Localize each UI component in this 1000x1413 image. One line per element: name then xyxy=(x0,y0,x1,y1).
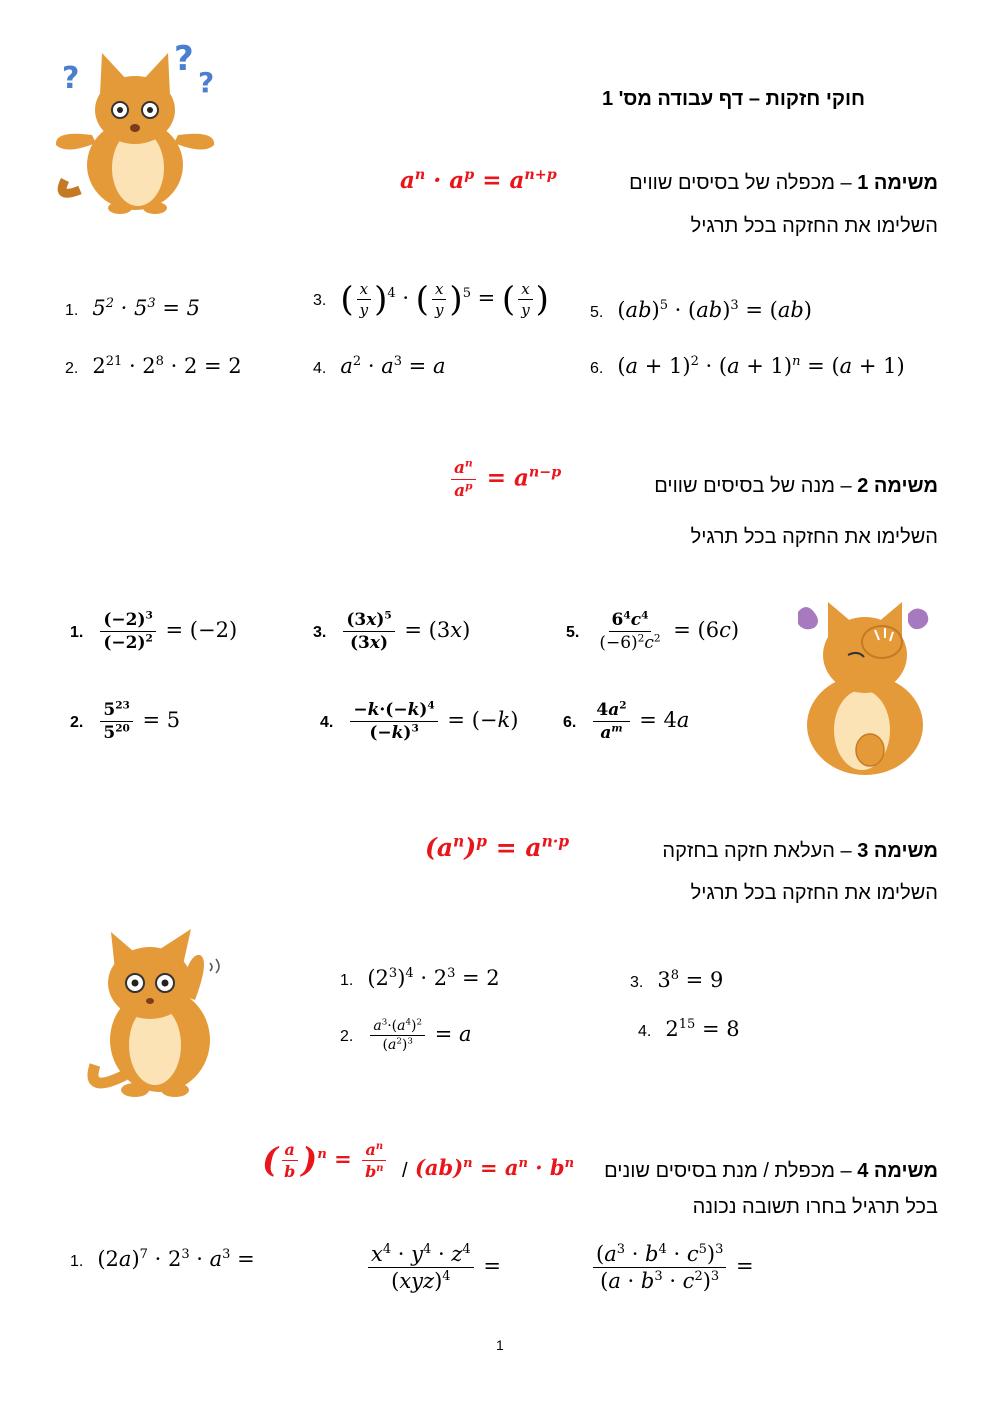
task1-exercise-5: 5. (ab)$^5$ · (ab)$^3$ = (ab) xyxy=(590,297,812,322)
task4-separator: / xyxy=(402,1160,408,1182)
svg-text:?: ? xyxy=(198,66,215,99)
exercise-number: 1. xyxy=(70,624,84,641)
task4-instruction: בכל תרגיל בחרו תשובה נכונה xyxy=(692,1196,938,1218)
exercise-number: 1. xyxy=(70,1253,84,1270)
task4-desc: – מכפלת / מנת בסיסים שונים xyxy=(604,1160,858,1182)
task4-rule-quotient: ( $\frac{a}{b}$ )$^n$ = $\frac{a^n}{b^n}$ xyxy=(262,1140,389,1181)
task4-rule-product: $(ab)^n = a^n \cdot b^n$ xyxy=(415,1155,575,1180)
task3-desc: – העלאת חזקה בחזקה xyxy=(662,840,858,862)
svg-text:?: ? xyxy=(62,61,80,96)
task4-exercise-3: $\frac{(a^3 \cdot b^4 \cdot c^5)^3}{(a \cdot b^3 \cdot c^2)^3}$ = xyxy=(590,1242,754,1293)
exercise-number: 2. xyxy=(70,714,84,731)
page-title: חוקי חזקות – דף עבודה מס' 1 xyxy=(601,88,865,110)
exercise-number: 3. xyxy=(313,292,327,309)
task3-exercise-2: 2. $\frac{a^3\cdot(a^4)^2}{(a^2)^3}$ = a xyxy=(340,1017,472,1053)
task3-heading xyxy=(662,840,938,863)
exercise-number: 2. xyxy=(340,1028,354,1045)
task3-exercise-3: 3. $3^8 = 9$ xyxy=(630,967,724,992)
task1-exercise-4: 4. $a^2 \cdot a^3 = a$ xyxy=(313,353,446,378)
task2-rule: $\frac{a^n}{a^p}$ = $a^{n-p}$ xyxy=(448,458,561,501)
task1-desc: – מכפלה של בסיסים שווים xyxy=(629,172,858,194)
task2-exercise-5: 5. $\frac{6^4c^4}{(-6)^2c^2}$ = (6c) xyxy=(566,609,740,653)
svg-text:?: ? xyxy=(174,40,194,79)
exercise-number: 3. xyxy=(313,624,327,641)
task2-heading xyxy=(654,475,938,498)
task2-exercise-1: 1. $\frac{(-2)^3}{(-2)^2}$ = (−2) xyxy=(70,609,238,653)
exercise-number: 2. xyxy=(65,360,79,377)
task3-exercise-4: 4. $2^{15} = 8$ xyxy=(638,1016,740,1041)
exercise-number: 6. xyxy=(590,360,604,377)
task4-label: משימה 4 xyxy=(857,1160,938,1182)
facepalm-cat-illustration xyxy=(790,600,940,780)
task1-label: משימה 1 xyxy=(857,172,938,194)
task4-heading xyxy=(604,1160,938,1183)
task2-exercise-4: 4. $\frac{-k\cdot(-k)^4}{(-k)^3}$ = (−k) xyxy=(320,699,519,743)
exercise-number: 1. xyxy=(340,972,354,989)
task2-exercise-3: 3. $\frac{(3x)^5}{(3x)}$ = (3x) xyxy=(313,609,471,653)
task4-exercise-1: 1. $(2a)^7 \cdot 2^3 \cdot a^3$ = xyxy=(70,1246,255,1271)
task1-instruction: השלימו את החזקה בכל תרגיל xyxy=(690,215,938,237)
exercise-number: 5. xyxy=(590,304,604,321)
exercise-number: 4. xyxy=(313,360,327,377)
task3-instruction: השלימו את החזקה בכל תרגיל xyxy=(690,882,938,904)
task1-heading xyxy=(629,172,938,195)
task4-exercise-2: $\frac{x^4 \cdot y^4 \cdot z^4}{(xyz)^4}$ = xyxy=(365,1242,501,1293)
task2-exercise-6: 6. $\frac{4a^2}{a^m}$ = 4a xyxy=(563,699,690,743)
confused-cat-illustration xyxy=(50,40,220,215)
task2-instruction: השלימו את החזקה בכל תרגיל xyxy=(690,526,938,548)
thinking-cat-illustration xyxy=(80,925,230,1100)
task1-rule: $a^n \cdot a^p = a^{n+p}$ xyxy=(400,167,557,194)
task1-exercise-2: 2. $2^{21} \cdot 2^8 \cdot 2 = 2$ xyxy=(65,353,242,378)
task1-exercise-3: 3. ( $\frac{x}{y}$ )$^4$ · ( $\frac{x}{y}$ )$^5$ = ( $\frac{x}{y}$ ) xyxy=(313,279,549,320)
exercise-number: 5. xyxy=(566,624,580,641)
task3-label: משימה 3 xyxy=(857,840,938,862)
exercise-number: 4. xyxy=(638,1023,652,1040)
task2-exercise-2: 2. $\frac{5^{23}}{5^{20}}$ = 5 xyxy=(70,699,181,743)
exercise-number: 4. xyxy=(320,714,334,731)
task2-label: משימה 2 xyxy=(857,475,938,497)
page-number: 1 xyxy=(496,1337,504,1353)
task1-exercise-1: 1. $5^2 \cdot 5^3 = 5$ xyxy=(65,295,200,320)
exercise-number: 1. xyxy=(65,302,79,319)
task2-desc: – מנה של בסיסים שווים xyxy=(654,475,858,497)
task3-rule: $(a^n)^p = a^{n\cdot p}$ xyxy=(425,831,570,862)
exercise-number: 3. xyxy=(630,974,644,991)
task3-exercise-1: 1. $(2^3)^4 \cdot 2^3 = 2$ xyxy=(340,965,500,990)
exercise-number: 6. xyxy=(563,714,577,731)
task1-exercise-6: 6. $(a + 1)^2 \cdot (a + 1)^n = (a + 1)$ xyxy=(590,353,905,378)
